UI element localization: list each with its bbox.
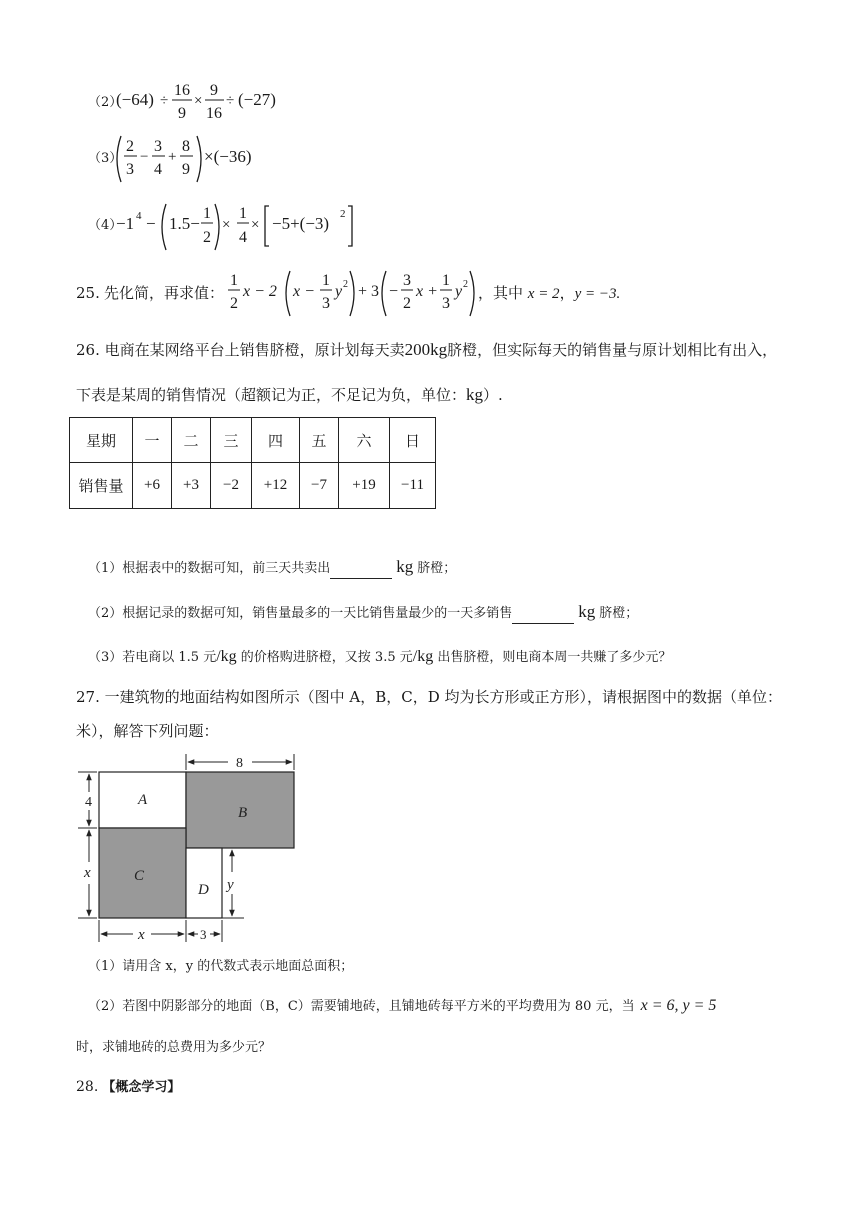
label-b: B [238,805,248,821]
q26-line2-a: 下表是某周的销售情况（超额记为正，不足记为负，单位： [76,386,467,404]
table-value-7: −11 [390,463,436,509]
q24-3-frac3-den: 9 [182,161,190,178]
q25-cond-x: x = 2 [527,286,560,302]
q26-line2 [76,385,503,405]
q26-line1-c: 脐橙，但实际每天的销售量与原计划相比有出入， [447,341,778,359]
q26-q2-tail: 脐橙； [599,606,639,621]
q24-4-expression [112,198,362,254]
q24-4-bracket-body: −5+(−3) [272,214,330,233]
q25-suffix [478,283,620,304]
table-value-1: +6 [133,463,172,509]
label-d: D [198,882,209,898]
label-c: C [134,868,145,884]
q25-term2a: x − [293,283,315,300]
q26-q3-a: （3）若电商以 1.5 元 [88,650,217,665]
q24-4-label: （4） [88,218,123,233]
q25-f2-den: 3 [322,295,330,312]
q28-line [76,1077,180,1098]
table-row-label: 销售量 [70,463,133,509]
table-day-5: 五 [300,418,339,463]
q24-3-tail: ×(−36) [204,147,252,166]
q26-q3-e: 出售脐橙，则电商本周一共赚了多少元？ [433,650,672,665]
q26-number: 26. [76,341,100,359]
q25-number: 25. [76,284,100,302]
q24-4-quarter-den: 4 [239,229,247,246]
q25-f4-den: 3 [442,295,450,312]
q26-q2-unit: kg [578,602,596,621]
q26-q3-unit1: /kg [216,648,237,665]
q26-line1 [76,340,777,360]
q26-q1-tail: 脐橙； [417,561,457,576]
table-row-values [70,463,436,509]
q26-q1 [88,557,456,579]
q24-4-half-den: 2 [203,229,211,246]
q25-prefix: 先化简，再求值： [104,284,225,302]
q25-term3: x + [416,283,438,300]
q25-y1: y [335,283,343,300]
q24-2-frac2-den: 16 [206,105,222,122]
q26-line2-b: kg [466,385,484,404]
q26-line1-a: 电商在某网络平台上销售脐橙，原计划每天卖 [104,341,405,359]
q27-line1-text: 一建筑物的地面结构如图所示（图中 A，B，C，D 均为长方形或正方形），请根据图中的数据（单位： [104,688,783,706]
dim-left-x: x [84,865,91,881]
q25-y2: y [455,283,463,300]
q24-4-times1: × [222,217,231,233]
table-day-4: 四 [252,418,300,463]
q26-line2-c: ）. [483,386,503,404]
q24-3-frac2-den: 4 [154,161,162,178]
q27-q1: （1）请用含 x，y 的代数式表示地面总面积； [88,959,354,974]
q27-q2-line1 [88,996,716,1017]
dim-y: y [227,877,234,893]
q24-3-label: （3） [88,151,123,166]
table-day-2: 二 [172,418,211,463]
dim-bottom-x: x [138,927,145,943]
table-value-5: −7 [300,463,339,509]
q24-3-frac2-num: 3 [154,138,162,155]
table-day-7: 日 [390,418,436,463]
q25-y2-exp: 2 [463,279,468,290]
q26-q2-text: （2）根据记录的数据可知，销售量最多的一天比销售量最少的一天多销售 [88,606,513,621]
table-row-header [70,418,436,463]
q25-f1-den: 2 [230,295,238,312]
q24-2-term1: (−64) [116,90,154,109]
dim-bottom-3: 3 [200,927,207,942]
q24-3-minus: − [140,149,149,165]
q25-f1-num: 1 [230,272,238,289]
q27-number: 27. [76,688,100,706]
table-value-6: +19 [339,463,390,509]
q24-2-frac1-num: 16 [174,82,190,99]
table-day-1: 一 [133,418,172,463]
q25-plus3: + 3 [358,283,380,300]
table-value-3: −2 [211,463,252,509]
q25-term1: x − 2 [243,283,277,300]
q26-q1-text: （1）根据表中的数据可知，前三天共卖出 [88,561,331,576]
q24-3-expression [112,132,262,186]
q26-q2-blank[interactable] [512,607,574,624]
q25-sep: ， [559,284,575,302]
q24-3-frac1-den: 3 [126,161,134,178]
q27-line2: 米），解答下列问题： [76,722,219,740]
q24-4-quarter-num: 1 [239,205,247,222]
q24-2-div2: ÷ [226,93,235,109]
q24-3-frac3-num: 8 [182,138,190,155]
q24-4-half-num: 1 [203,205,211,222]
q26-q3 [88,647,671,668]
q25-f3-num: 3 [403,272,411,289]
q26-line1-b: 200kg [404,340,448,359]
label-a: A [138,792,148,808]
q24-2-term2: (−27) [238,90,276,109]
q27-line1 [76,687,782,707]
table-value-2: +3 [172,463,211,509]
q24-2-expression [112,78,292,128]
dim-top-8: 8 [236,756,243,771]
q28-title: 【概念学习】 [102,1080,181,1095]
table-day-6: 六 [339,418,390,463]
q24-4-square-exp: 2 [340,208,346,220]
q25-y1-exp: 2 [343,279,348,290]
q25-suffix-text: ，其中 [478,284,528,302]
q25-expression [226,266,486,320]
q27-q2-text: （2）若图中阴影部分的地面（B，C）需要铺地砖，且铺地砖每平方米的平均费用为 80 元，当 [88,999,635,1014]
q24-2-frac2-num: 9 [210,82,218,99]
q24-4-onepointfive: 1.5− [169,214,200,233]
q24-2-frac1-den: 9 [178,105,186,122]
q24-3-plus: + [168,149,177,165]
q26-q2 [88,602,638,624]
q25-cond-y: y = −3. [574,286,621,302]
q24-4-minus: − [146,214,156,233]
q24-4-base: −1 [116,214,135,233]
q24-2-times: × [194,93,203,109]
dim-left-4: 4 [85,795,92,810]
q25-f2-num: 1 [322,272,330,289]
q25-neg: − [389,283,399,300]
q27-q2-line2: 时，求铺地砖的总费用为多少元？ [76,1040,272,1055]
q26-q3-c: 的价格购进脐橙，又按 3.5 元 [236,650,413,665]
q24-2-div: ÷ [160,93,169,109]
q24-3-frac1-num: 2 [126,138,134,155]
q24-2-label: （2） [88,95,123,110]
q25-f4-num: 1 [442,272,450,289]
q25-f3-den: 2 [403,295,411,312]
q24-4-times2: × [251,217,260,233]
q28-number: 28. [76,1079,99,1095]
q24-4-exp: 4 [136,210,142,222]
q26-q1-unit: kg [396,557,414,576]
q26-q1-blank[interactable] [330,562,392,579]
table-value-4: +12 [252,463,300,509]
floor-plan-figure [76,752,306,947]
table-header-label: 星期 [70,418,133,463]
table-day-3: 三 [211,418,252,463]
sales-table [69,417,436,509]
q26-q3-unit2: /kg [412,648,434,665]
q27-q2-values: x = 6, y = 5 [640,997,717,1014]
